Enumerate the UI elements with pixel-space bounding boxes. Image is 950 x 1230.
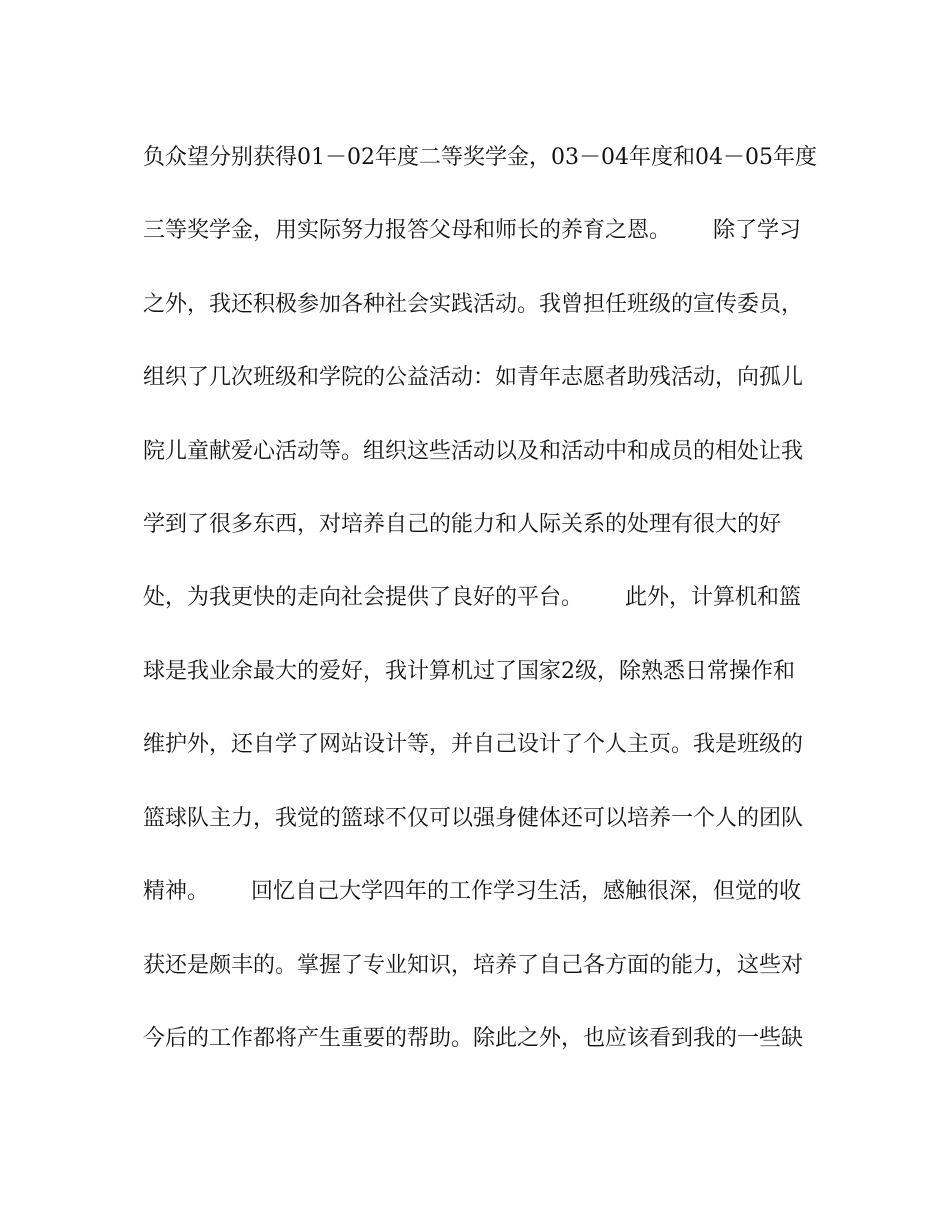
text-line: 球是我业余最大的爱好，我计算机过了国家2级，除熟悉日常操作和: [143, 659, 795, 684]
text-line: 获还是颇丰的。掌握了专业知识，培养了自己各方面的能力，这些对: [143, 953, 804, 978]
text-line: 今后的工作都将产生重要的帮助。除此之外，也应该看到我的一些缺: [143, 1026, 804, 1051]
text-line: 精神。 回忆自己大学四年的工作学习生活，感触很深，但觉的收: [143, 879, 801, 904]
text-line: 之外，我还积极参加各种社会实践活动。我曾担任班级的宣传委员，: [143, 292, 804, 317]
text-line: 维护外，还自学了网站设计等，并自己设计了个人主页。我是班级的: [143, 732, 804, 757]
text-line: 处，为我更快的走向社会提供了良好的平台。 此外，计算机和篮: [143, 585, 801, 610]
text-line: 组织了几次班级和学院的公益活动：如青年志愿者助残活动，向孤儿: [143, 365, 804, 390]
text-line: 负众望分别获得01－02年度二等奖学金，03－04年度和04－05年度: [143, 145, 817, 170]
text-line: 院儿童献爱心活动等。组织这些活动以及和活动中和成员的相处让我: [143, 439, 804, 464]
text-line: 篮球队主力，我觉的篮球不仅可以强身健体还可以培养一个人的团队: [143, 806, 804, 831]
text-line: 学到了很多东西，对培养自己的能力和人际关系的处理有很大的好: [143, 512, 782, 537]
text-line: 三等奖学金，用实际努力报答父母和师长的养育之恩。 除了学习: [143, 218, 801, 243]
